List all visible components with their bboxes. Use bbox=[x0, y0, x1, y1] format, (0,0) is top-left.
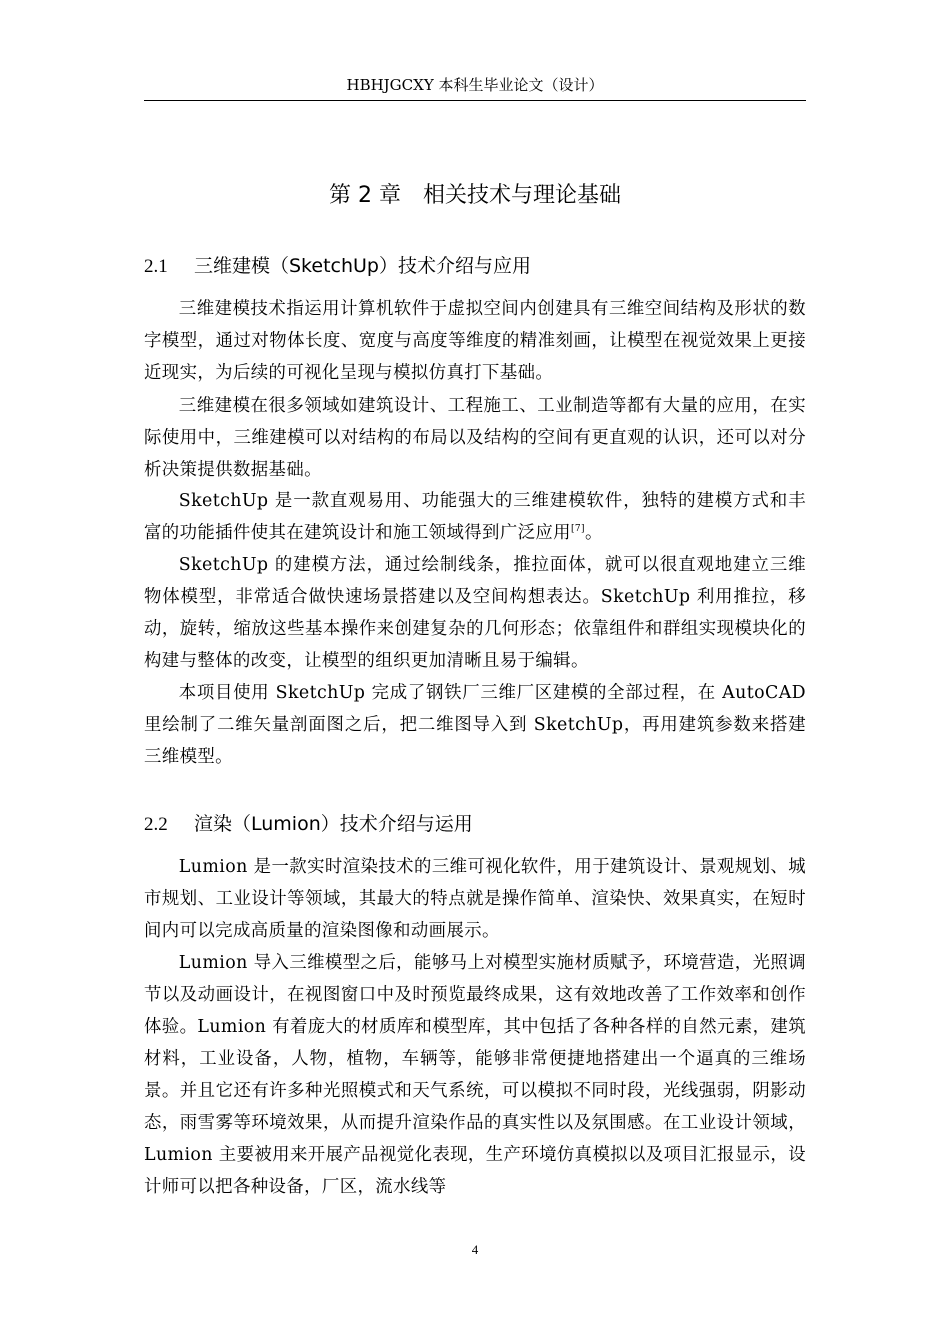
section-number: 2.2 bbox=[144, 814, 168, 835]
page-number: 4 bbox=[471, 1242, 479, 1257]
section-heading-2-2 bbox=[144, 809, 806, 840]
paragraph: Lumion 导入三维模型之后，能够马上对模型实施材质赋予，环境营造，光照调节以及动画设计，在视图窗口中及时预览最终成果，这有效地改善了工作效率和创作体验。Lumion 有着庞大的材质库和模型库，其中包括了各种各样的自然元素，建筑材料，工业设备，人物，植物，车辆等，能够非常便捷地搭建出一个逼真的三维场景。并且它还有许多种光照模式和天气系统，可以模拟不同时段，光线强弱，阴影动态，雨雪雾等环境效果，从而提升渲染作品的真实性以及氛围感。在工业设计领域，Lumion 主要被用来开展产品视觉化表现，生产环境仿真模拟以及项目汇报显示，设计师可以把各种设备，厂区，流水线等 bbox=[144, 953, 806, 1197]
paragraph: 三维建模在很多领域如建筑设计、工程施工、工业制造等都有大量的应用，在实际使用中，三维建模可以对结构的布局以及结构的空间有更直观的认识，还可以对分析决策提供数据基础。 bbox=[144, 396, 806, 480]
citation-ref[interactable]: [7] bbox=[570, 524, 585, 534]
section-title: 渲染（Lumion）技术介绍与运用 bbox=[194, 813, 473, 835]
chapter-title: 第 2 章 相关技术与理论基础 bbox=[329, 183, 621, 208]
paragraph-tail: 。 bbox=[584, 523, 603, 543]
header-text: HBHJGCXY 本科生毕业论文（设计） bbox=[346, 76, 604, 94]
section-number: 2.1 bbox=[144, 256, 168, 277]
paragraph-text: SketchUp 是一款直观易用、功能强大的三维建模软件，独特的建模方式和丰富的功能插件使其在建筑设计和施工领域得到广泛应用 bbox=[144, 491, 806, 543]
section-title: 三维建模（SketchUp）技术介绍与应用 bbox=[194, 255, 531, 277]
paragraph: 本项目使用 SketchUp 完成了钢铁厂三维厂区建模的全部过程，在 AutoCAD 里绘制了二维矢量剖面图之后，把二维图导入到 SketchUp，再用建筑参数来搭建三维模型。 bbox=[144, 683, 806, 767]
section-heading-2-1 bbox=[144, 251, 806, 282]
paragraph: SketchUp 的建模方法，通过绘制线条，推拉面体，就可以很直观地建立三维物体模型，非常适合做快速场景搭建以及空间构想表达。SketchUp 利用推拉，移动，旋转，缩放这些基本操作来创建复杂的几何形态；依靠组件和群组实现模块化的构建与整体的改变，让模型的组织更加清晰且易于编辑。 bbox=[144, 555, 806, 671]
paragraph: 三维建模技术指运用计算机软件于虚拟空间内创建具有三维空间结构及形状的数字模型，通过对物体长度、宽度与高度等维度的精准刻画，让模型在视觉效果上更接近现实，为后续的可视化呈现与模拟仿真打下基础。 bbox=[144, 299, 806, 383]
paragraph: Lumion 是一款实时渲染技术的三维可视化软件，用于建筑设计、景观规划、城市规划、工业设计等领域，其最大的特点就是操作简单、渲染快、效果真实，在短时间内可以完成高质量的渲染图像和动画展示。 bbox=[144, 857, 806, 941]
paragraph-with-citation bbox=[144, 485, 806, 549]
page-header bbox=[144, 70, 806, 101]
